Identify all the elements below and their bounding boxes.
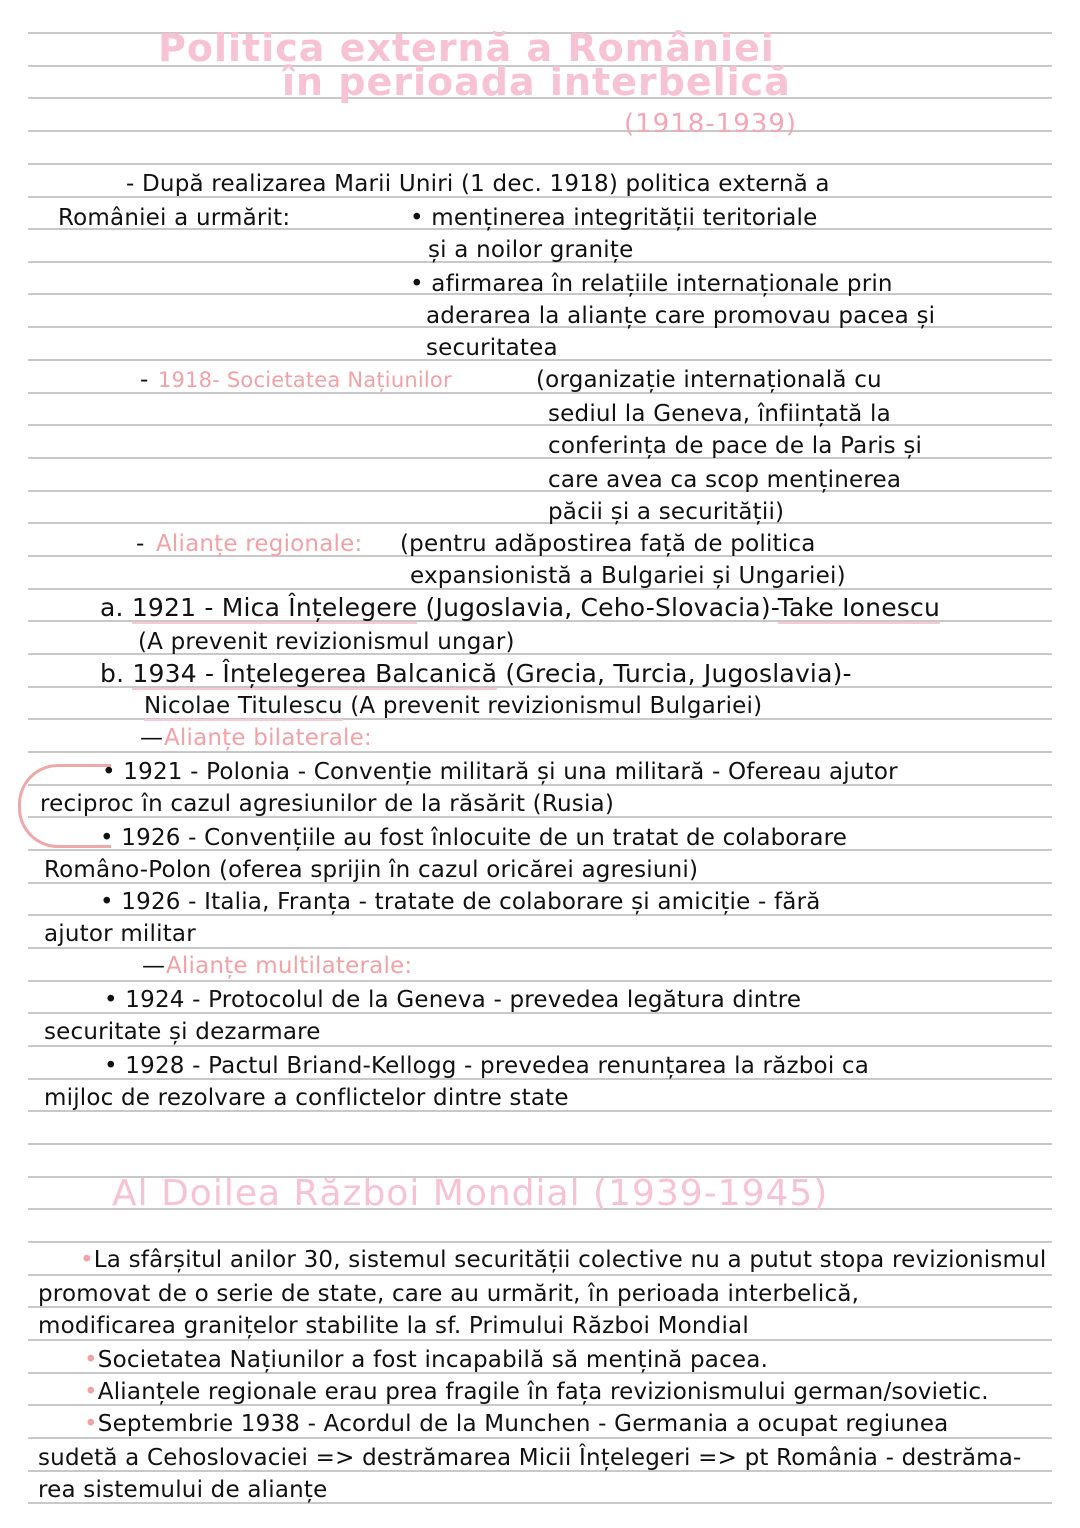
section1-title-years: (1918-1939) bbox=[624, 109, 798, 139]
ww2-bullet-1-line1 bbox=[80, 1246, 1047, 1274]
ruled-line bbox=[28, 130, 1052, 132]
item-a-name: 1921 - Mica Înțelegere bbox=[131, 593, 418, 622]
league-desc-3: conferința de pace de la Paris și bbox=[548, 433, 923, 459]
regional-item-b bbox=[100, 660, 852, 688]
bullet-dot-icon: • bbox=[84, 1347, 98, 1373]
bilateral-2-line2: Româno-Polon (oferea sprijin în cazul oricărei agresiuni) bbox=[44, 857, 699, 883]
league-desc-2: sediul la Geneva, înființată la bbox=[548, 401, 891, 427]
regional-desc-2: expansionistă a Bulgariei și Ungariei) bbox=[410, 563, 846, 589]
ww2-bullet-4-line2: sudetă a Cehoslovaciei => destrămarea Micii Înțelegeri => pt România - destrăma- bbox=[38, 1445, 1022, 1471]
item-a-prefix: a. bbox=[100, 593, 124, 622]
ruled-line bbox=[28, 1274, 1052, 1276]
bilateral-1-line2: reciproc în cazul agresiunilor de la răsărit (Rusia) bbox=[40, 791, 615, 817]
ww2-bullet-4-text: Septembrie 1938 - Acordul de la Munchen - Germania a ocupat regiunea bbox=[97, 1411, 949, 1437]
bullet-dot-icon: • bbox=[80, 1247, 94, 1273]
goal-2-line3: securitatea bbox=[426, 335, 558, 361]
multilateral-1-line1: • 1924 - Protocolul de la Geneva - prevedea legătura dintre bbox=[104, 987, 802, 1013]
item-b-members: (Grecia, Turcia, Jugoslavia)- bbox=[505, 659, 852, 688]
ww2-bullet-2 bbox=[84, 1346, 768, 1374]
multilateral-dash: — bbox=[142, 953, 166, 979]
item-b-leader: Nicolae Titulescu bbox=[144, 693, 343, 719]
bullet-dot-icon: • bbox=[84, 1379, 98, 1405]
bilateral-2-line1: • 1926 - Convențiile au fost înlocuite de un tratat de colaborare bbox=[100, 825, 848, 851]
bullet-dot-icon: • bbox=[84, 1411, 98, 1437]
ww2-bullet-1-text: La sfârșitul anilor 30, sistemul securității colective nu a putut stopa revizionismul bbox=[93, 1247, 1047, 1273]
ww2-bullet-2-text: Societatea Națiunilor a fost incapabilă să mențină pacea. bbox=[97, 1347, 769, 1373]
item-b-prefix: b. bbox=[100, 659, 125, 688]
section1-title-line2: în perioada interbelică bbox=[282, 60, 791, 104]
item-b-note: (A prevenit revizionismul Bulgariei) bbox=[350, 693, 763, 719]
item-b-second-line bbox=[144, 692, 762, 720]
regional-item-a bbox=[100, 594, 940, 622]
section2-title: Al Doilea Război Mondial (1939-1945) bbox=[112, 1173, 829, 1214]
multilateral-2-line1: • 1928 - Pactul Briand-Kellogg - prevedea renunțarea la război ca bbox=[104, 1053, 870, 1079]
multilateral-2-line2: mijloc de rezolvare a conflictelor dintre state bbox=[44, 1085, 569, 1111]
regional-desc-1: (pentru adăpostirea față de politica bbox=[400, 531, 816, 557]
regional-heading: Alianțe regionale: bbox=[156, 531, 363, 557]
multilateral-1-line2: securitate și dezarmare bbox=[44, 1019, 321, 1045]
ruled-line bbox=[28, 424, 1052, 426]
league-desc-1: (organizație internațională cu bbox=[536, 367, 882, 393]
bilateral-heading: Alianțe bilaterale: bbox=[164, 725, 372, 751]
bilateral-3-line1: • 1926 - Italia, Franța - tratate de colaborare și amiciție - fără bbox=[100, 889, 821, 915]
intro-line1: - După realizarea Marii Uniri (1 dec. 1918) politica externă a bbox=[126, 171, 830, 197]
bilateral-1-line1: • 1921 - Polonia - Convenție militară și una militară - Ofereau ajutor bbox=[102, 759, 898, 785]
goal-1-line2: și a noilor granițe bbox=[428, 237, 634, 263]
ruled-line bbox=[28, 1241, 1052, 1243]
ruled-line bbox=[28, 980, 1052, 982]
bilateral-3-line2: ajutor militar bbox=[44, 921, 196, 947]
league-desc-4: care avea ca scop menținerea bbox=[548, 467, 902, 493]
section1-title-line1: Politica externă a României bbox=[158, 26, 775, 70]
ww2-bullet-4-line1 bbox=[84, 1410, 948, 1438]
ruled-line bbox=[28, 522, 1052, 524]
intro-line2: României a urmărit: bbox=[58, 205, 291, 231]
goal-2-line1: • afirmarea în relațiile internaționale prin bbox=[410, 271, 893, 297]
ww2-bullet-1-line3: modificarea granițelor stabilite la sf. Primului Război Mondial bbox=[38, 1313, 749, 1339]
item-a-members: (Jugoslavia, Ceho-Slovacia)- bbox=[425, 593, 778, 622]
goal-2-line2: aderarea la alianțe care promovau pacea și bbox=[426, 303, 936, 329]
item-a-leader: Take Ionescu bbox=[777, 593, 940, 622]
bilateral-dash: — bbox=[140, 725, 164, 751]
multilateral-heading: Alianțe multilaterale: bbox=[166, 953, 413, 979]
ruled-line bbox=[28, 163, 1052, 165]
regional-dash: - bbox=[136, 531, 145, 557]
league-heading: 1918- Societatea Națiunilor bbox=[158, 368, 452, 392]
item-b-name: 1934 - Înțelegerea Balcanică bbox=[132, 659, 498, 688]
ruled-line bbox=[28, 1143, 1052, 1145]
ww2-bullet-3-text: Alianțele regionale erau prea fragile în fața revizionismului german/sovietic. bbox=[97, 1379, 989, 1405]
goal-1-line1: • menținerea integrității teritoriale bbox=[410, 205, 818, 231]
league-desc-5: păcii și a securității) bbox=[548, 499, 785, 525]
league-dash: - bbox=[140, 367, 149, 393]
ww2-bullet-4-line3: rea sistemului de alianțe bbox=[38, 1477, 328, 1503]
ww2-bullet-1-line2: promovat de o serie de state, care au urmărit, în perioada interbelică, bbox=[38, 1281, 860, 1307]
item-a-note: (A prevenit revizionismul ungar) bbox=[138, 629, 515, 655]
ww2-bullet-3 bbox=[84, 1378, 989, 1406]
